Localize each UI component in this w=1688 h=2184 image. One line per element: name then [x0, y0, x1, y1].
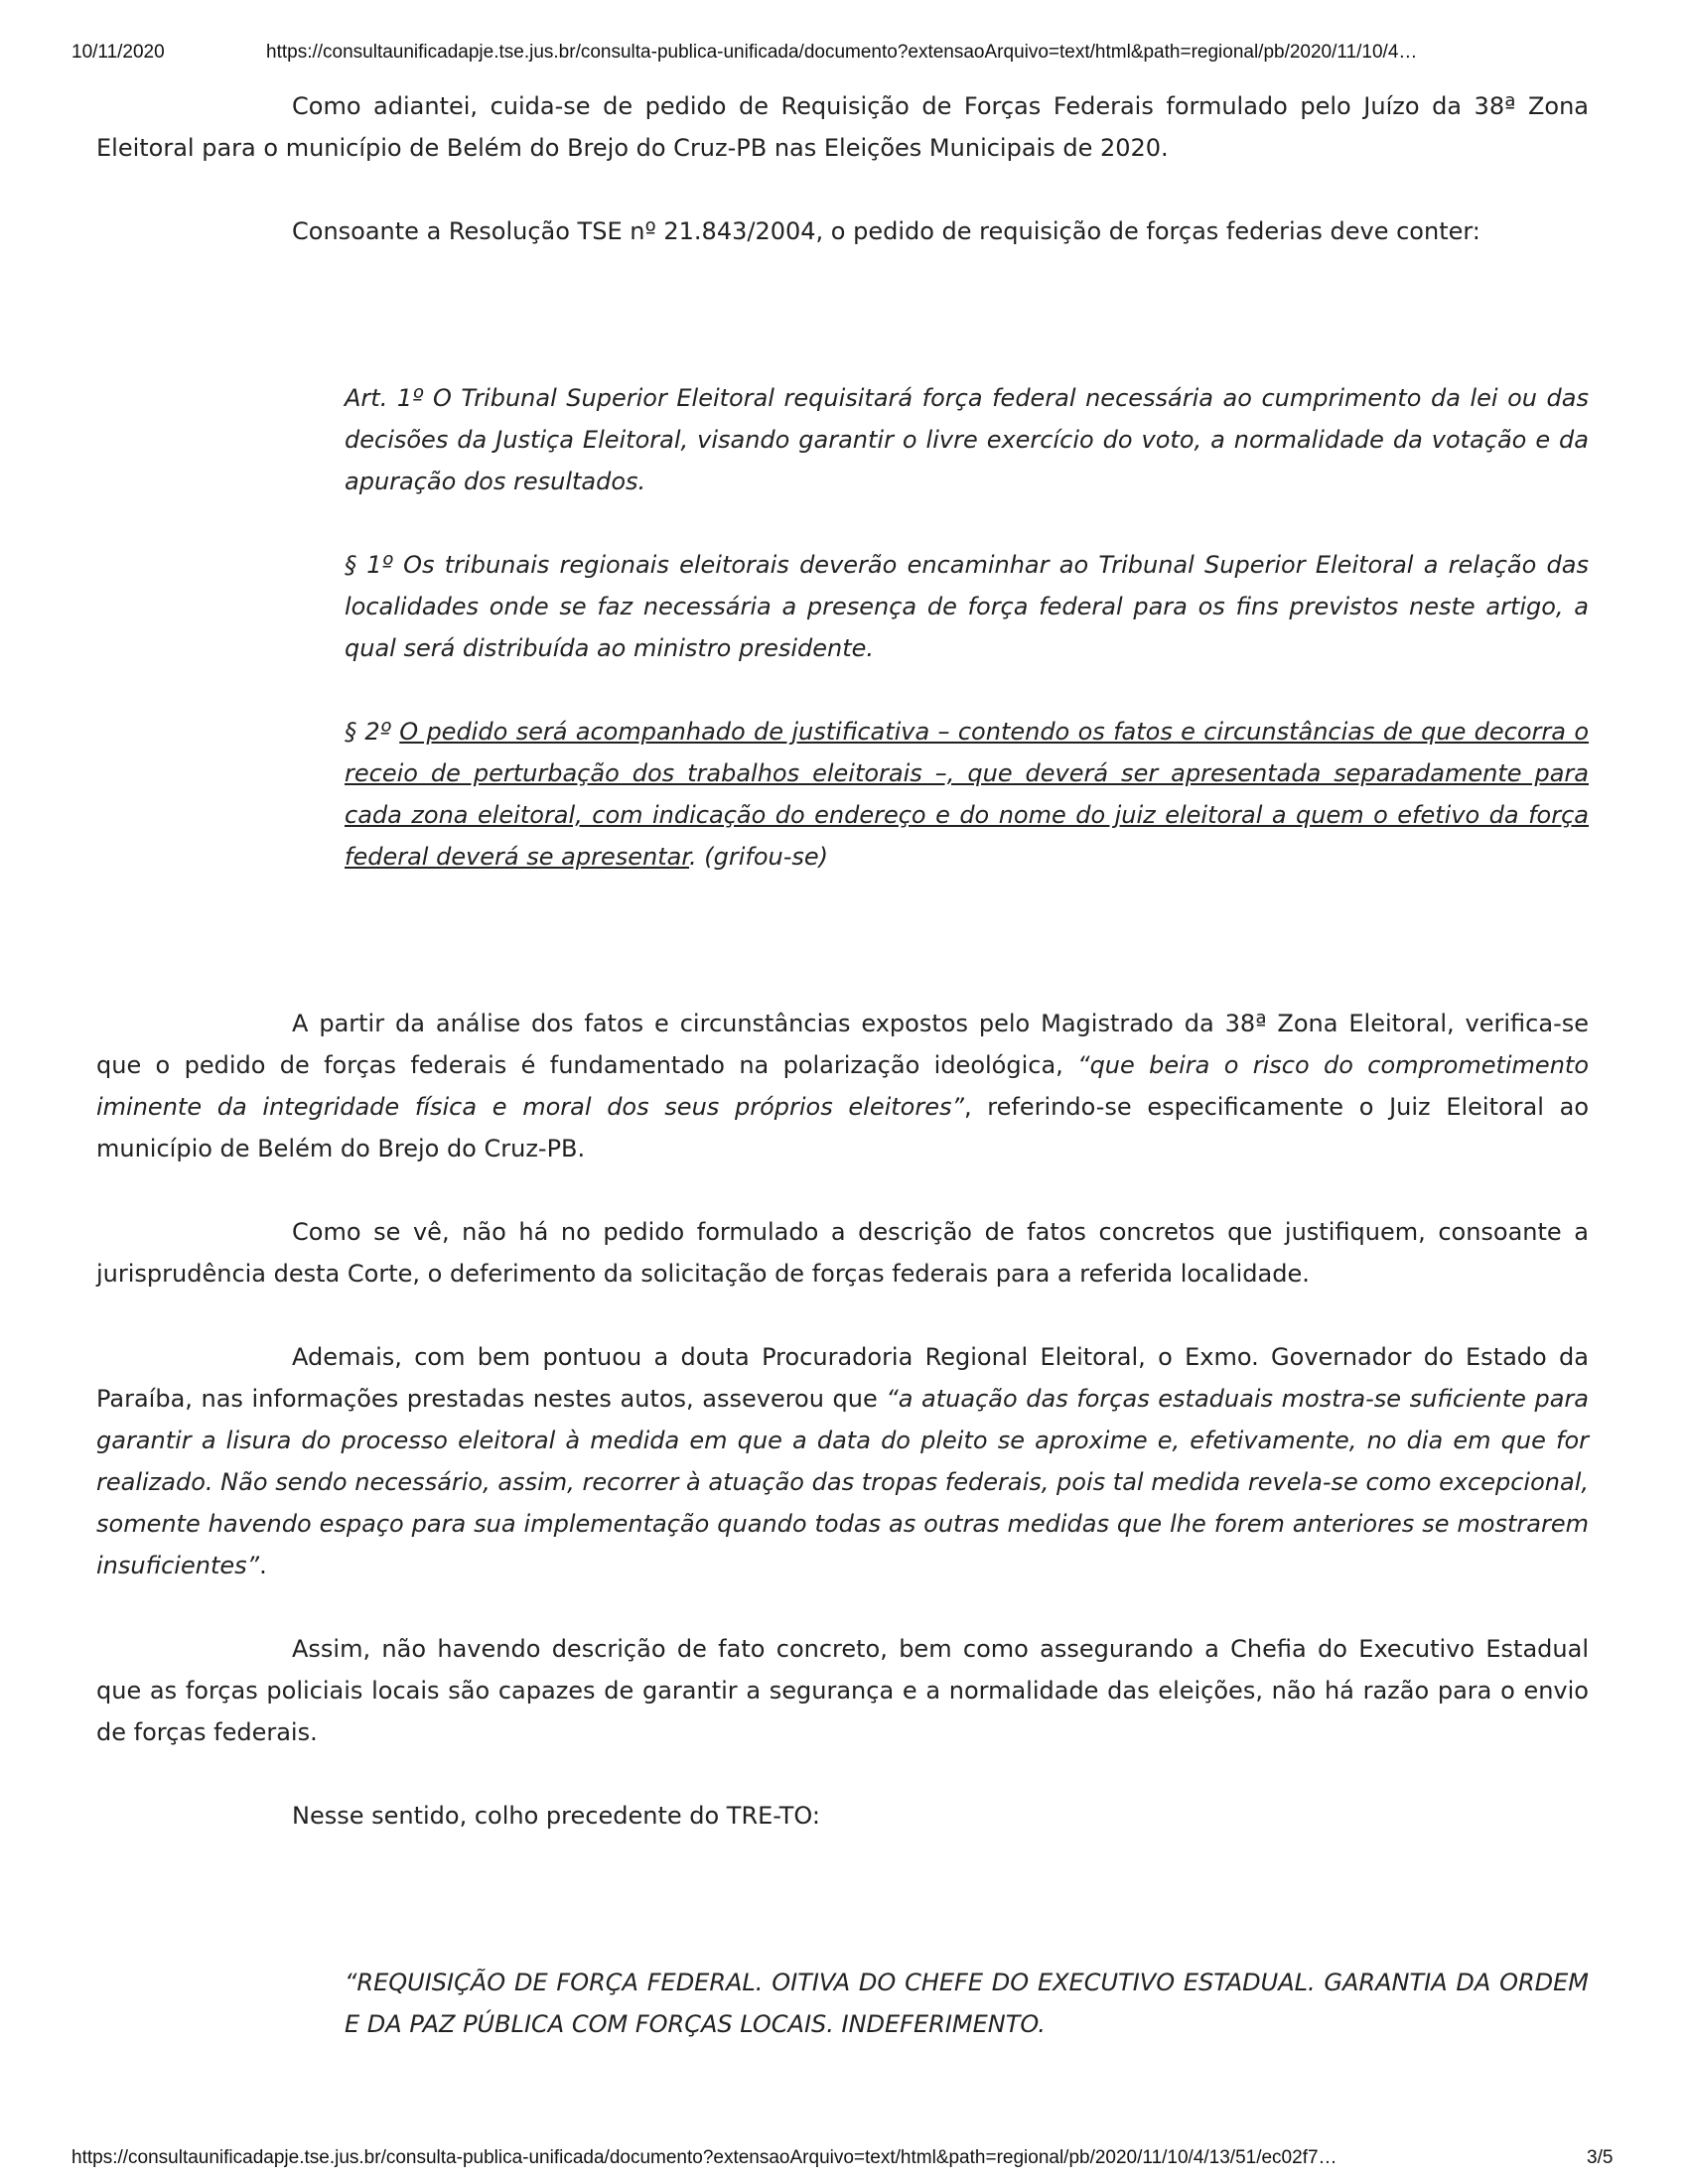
analysis-quote: “que beira o risco do comprometimento iminente da integridade física e moral dos seus próprios eleitores” — [96, 1051, 1590, 1121]
analysis-text-a: A partir da análise dos fatos e circunstâncias expostos pelo Magistrado da 38ª Zona Eleitoral, verifica-se que o pedido de forças federais é fundamentado na polarização ideológica, — [96, 1010, 1589, 1079]
paragraph-resolution-intro: Consoante a Resolução TSE nº 21.843/2004, o pedido de requisição de forças federias deve conter: — [292, 217, 1480, 245]
page-number: 3/5 — [1587, 2147, 1614, 2168]
paragraph-precedent-intro: Nesse sentido, colho precedente do TRE-TO: — [292, 1802, 820, 1830]
governor-text-a: Ademais, com bem pontuou a douta Procuradoria Regional Eleitoral, o Exmo. Governador do Estado da Paraíba, nas informações prestadas nestes autos, asseverou que — [96, 1343, 1589, 1413]
analysis-text-b: , referindo-se especificamente o Juiz Eleitoral ao município de Belém do Brejo do Cruz-PB. — [96, 1093, 1589, 1162]
paragraph-analysis — [96, 1003, 1589, 1169]
print-date: 10/11/2020 — [71, 42, 165, 63]
quote-paragraph-2-underlined: O pedido será acompanhado de justificativa – contendo os fatos e circunstâncias de que decorra o receio de perturbação dos trabalhos eleitorais –, que deverá ser apresentada separadamente para cada zona eleitoral, com indicação do endereço e do nome do juiz eleitoral a quem o efetivo da força federal deverá se apresentar — [345, 718, 1589, 871]
quote-paragraph-2-suffix: . (grifou-se) — [689, 843, 829, 871]
paragraph-request-summary: Como adiantei, cuida-se de pedido de Requisição de Forças Federais formulado pelo Juízo da 38ª Zona Eleitoral para o município de Belém do Brejo do Cruz-PB nas Eleições Municipais de 2020. — [96, 92, 1589, 162]
quote-art-1: Art. 1º O Tribunal Superior Eleitoral requisitará força federal necessária ao cumprimento da lei ou das decisões da Justiça Eleitoral, visando garantir o livre exercício do voto, a normalidade da votação e da apuração dos resultados. — [345, 384, 1589, 495]
paragraph-governor-info — [96, 1336, 1589, 1586]
quote-paragraph-1: § 1º Os tribunais regionais eleitorais deverão encaminhar ao Tribunal Superior Eleitoral a relação das localidades onde se faz necessária a presença de força federal para os fins previstos neste artigo, a qual será distribuída ao ministro presidente. — [345, 551, 1589, 662]
document-body — [96, 85, 1589, 2045]
quote-paragraph-2 — [345, 711, 1589, 878]
quote-paragraph-2-prefix: § 2º — [345, 718, 400, 746]
paragraph-conclusion: Assim, não havendo descrição de fato concreto, bem como assegurando a Chefia do Executivo Estadual que as forças policiais locais são capazes de garantir a segurança e a normalidade das eleições, não há razão para o envio de forças federais. — [96, 1635, 1589, 1746]
footer-url: https://consultaunificadapje.tse.jus.br/consulta-publica-unificada/documento?extensaoArquivo=text/html&path=regional/pb/2020/11/10/4/13/51/ec02f7… — [71, 2147, 1337, 2168]
governor-text-b: . — [259, 1552, 267, 1579]
quote-tre-to-precedent: “REQUISIÇÃO DE FORÇA FEDERAL. OITIVA DO CHEFE DO EXECUTIVO ESTADUAL. GARANTIA DA ORDEM E DA PAZ PÚBLICA COM FORÇAS LOCAIS. INDEFERIMENTO. — [345, 1969, 1589, 2038]
governor-quote: “a atuação das forças estaduais mostra-se suficiente para garantir a lisura do processo eleitoral à medida em que a data do pleito se aproxime e, efetivamente, no dia em que for realizado. Não sendo necessário, assim, recorrer à atuação das tropas federais, pois tal medida revela-se como excepcional, somente havendo espaço para sua implementação quando todas as outras medidas que lhe forem anteriores se mostrarem insuficientes” — [96, 1385, 1589, 1579]
paragraph-no-concrete-facts: Como se vê, não há no pedido formulado a descrição de fatos concretos que justifiquem, consoante a jurisprudência desta Corte, o deferimento da solicitação de forças federais para a referida localidade. — [96, 1218, 1589, 1288]
header-url: https://consultaunificadapje.tse.jus.br/consulta-publica-unificada/documento?extensaoArquivo=text/html&path=regional/pb/2020/11/10/4… — [266, 42, 1418, 63]
